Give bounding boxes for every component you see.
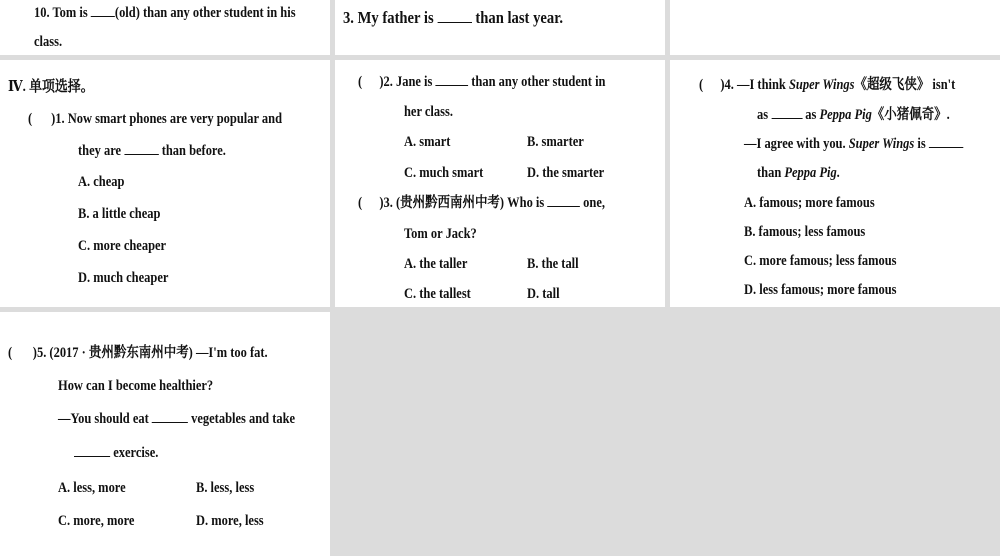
q5-answer-paren[interactable]: ( bbox=[8, 345, 13, 361]
q2-option-b: B. smarter bbox=[527, 134, 584, 150]
q4-option-a: A. famous; more famous bbox=[744, 195, 875, 211]
panel-q4 bbox=[670, 60, 1000, 307]
q1-option-c: C. more cheaper bbox=[78, 238, 167, 254]
q10-text-pre: 10. Tom is bbox=[34, 5, 88, 21]
q4-blank-2[interactable] bbox=[929, 135, 963, 148]
q10-line2: class. bbox=[34, 34, 63, 50]
q1-option-b: B. a little cheap bbox=[78, 206, 161, 222]
q4-l3-pre: —I agree with you. bbox=[744, 136, 846, 152]
q5-l3-pre: —You should eat bbox=[58, 411, 149, 427]
q5-option-d: D. more, less bbox=[196, 513, 264, 529]
q2-line2: her class. bbox=[404, 104, 453, 120]
q1-l2-post: than before. bbox=[161, 143, 226, 159]
panel-empty-top-right bbox=[670, 0, 1000, 55]
q4-l4-dot: . bbox=[836, 165, 840, 181]
q4-l4-pre: than bbox=[757, 165, 782, 181]
q5-line3 bbox=[58, 410, 295, 428]
q4-super-wings: Super Wings bbox=[788, 77, 855, 93]
q4-line3 bbox=[744, 135, 963, 153]
q1-blank[interactable] bbox=[124, 142, 158, 155]
q4-option-d: D. less famous; more famous bbox=[744, 282, 897, 298]
q3-option-c: C. the tallest bbox=[404, 286, 471, 302]
q2-blank[interactable] bbox=[435, 73, 468, 86]
q1-l2-pre: they are bbox=[78, 143, 122, 159]
panel-q5 bbox=[0, 312, 330, 556]
q5-option-a: A. less, more bbox=[58, 480, 126, 496]
q10-blank[interactable] bbox=[91, 4, 115, 17]
q1-stem: )1. Now smart phones are very popular and bbox=[51, 111, 283, 127]
q3-fill-blank[interactable] bbox=[437, 10, 471, 23]
q4-peppa-pig: Peppa Pig bbox=[819, 107, 872, 123]
panel-q2-q3 bbox=[335, 60, 665, 307]
q1-answer-paren[interactable]: ( bbox=[28, 111, 33, 127]
q4-cn1: 《超级飞侠》 isn't bbox=[854, 77, 956, 93]
q5-blank-1[interactable] bbox=[152, 410, 188, 423]
q3-line1 bbox=[358, 194, 605, 212]
q5-blank-2[interactable] bbox=[74, 444, 110, 457]
q3-option-b: B. the tall bbox=[527, 256, 579, 272]
panel-q10 bbox=[0, 0, 330, 55]
q4-line4 bbox=[757, 164, 840, 182]
q5-option-c: C. more, more bbox=[58, 513, 135, 529]
q2-line1 bbox=[358, 73, 605, 91]
q4-option-c: C. more famous; less famous bbox=[744, 253, 897, 269]
q4-option-b: B. famous; less famous bbox=[744, 224, 866, 240]
q2-answer-paren[interactable]: ( bbox=[358, 74, 363, 90]
panel-q3-fill bbox=[335, 0, 665, 55]
q4-line1 bbox=[699, 76, 955, 94]
q4-blank-1[interactable] bbox=[771, 106, 802, 119]
q1-option-a: A. cheap bbox=[78, 174, 125, 190]
q1-option-d: D. much cheaper bbox=[78, 270, 169, 286]
q1-line2 bbox=[78, 142, 226, 160]
q4-answer-paren[interactable]: ( bbox=[699, 77, 704, 93]
q4-l2-pre: as bbox=[757, 107, 769, 123]
q2-option-a: A. smart bbox=[404, 134, 451, 150]
q3-option-a: A. the taller bbox=[404, 256, 468, 272]
q4-l2-mid: as bbox=[805, 107, 817, 123]
q5-line4 bbox=[74, 444, 158, 462]
section-heading: Ⅳ. 单项选择。 bbox=[8, 79, 94, 95]
q3-fill-pre: 3. My father is bbox=[343, 8, 434, 27]
q5-head: )5. (2017 · 贵州黔东南州中考) —I'm too fat. bbox=[32, 345, 268, 361]
q3-blank[interactable] bbox=[547, 194, 580, 207]
q3-answer-paren[interactable]: ( bbox=[358, 195, 363, 211]
q4-cn2: 《小猪佩奇》. bbox=[871, 107, 950, 123]
q2-option-c: C. much smart bbox=[404, 165, 484, 181]
q2-post: than any other student in bbox=[471, 74, 606, 90]
q10-line1 bbox=[34, 4, 296, 22]
q4-l3-super-wings: Super Wings bbox=[848, 136, 915, 152]
q4-line2 bbox=[757, 106, 950, 124]
q3-post: one, bbox=[583, 195, 605, 211]
q3-fill-line bbox=[343, 8, 563, 28]
panel-section-iv bbox=[0, 60, 330, 307]
q3-fill-post: than last year. bbox=[475, 8, 563, 27]
q1-line1 bbox=[28, 110, 282, 128]
q3-option-d: D. tall bbox=[527, 286, 560, 302]
q5-line1 bbox=[8, 344, 268, 362]
q4-l4-peppa-pig: Peppa Pig bbox=[784, 165, 837, 181]
q3-pre: )3. (贵州黔西南州中考) Who is bbox=[379, 195, 545, 211]
q2-option-d: D. the smarter bbox=[527, 165, 605, 181]
q5-l4-post: exercise. bbox=[113, 445, 159, 461]
q2-pre: )2. Jane is bbox=[379, 74, 433, 90]
q3-line2: Tom or Jack? bbox=[404, 226, 477, 242]
q5-line2: How can I become healthier? bbox=[58, 378, 214, 394]
q4-l3-is: is bbox=[917, 136, 926, 152]
q5-option-b: B. less, less bbox=[196, 480, 255, 496]
q4-pre: )4. —I think bbox=[720, 77, 786, 93]
q10-text-hint: (old) than any other student in his bbox=[114, 5, 296, 21]
q5-l3-post: vegetables and take bbox=[191, 411, 296, 427]
